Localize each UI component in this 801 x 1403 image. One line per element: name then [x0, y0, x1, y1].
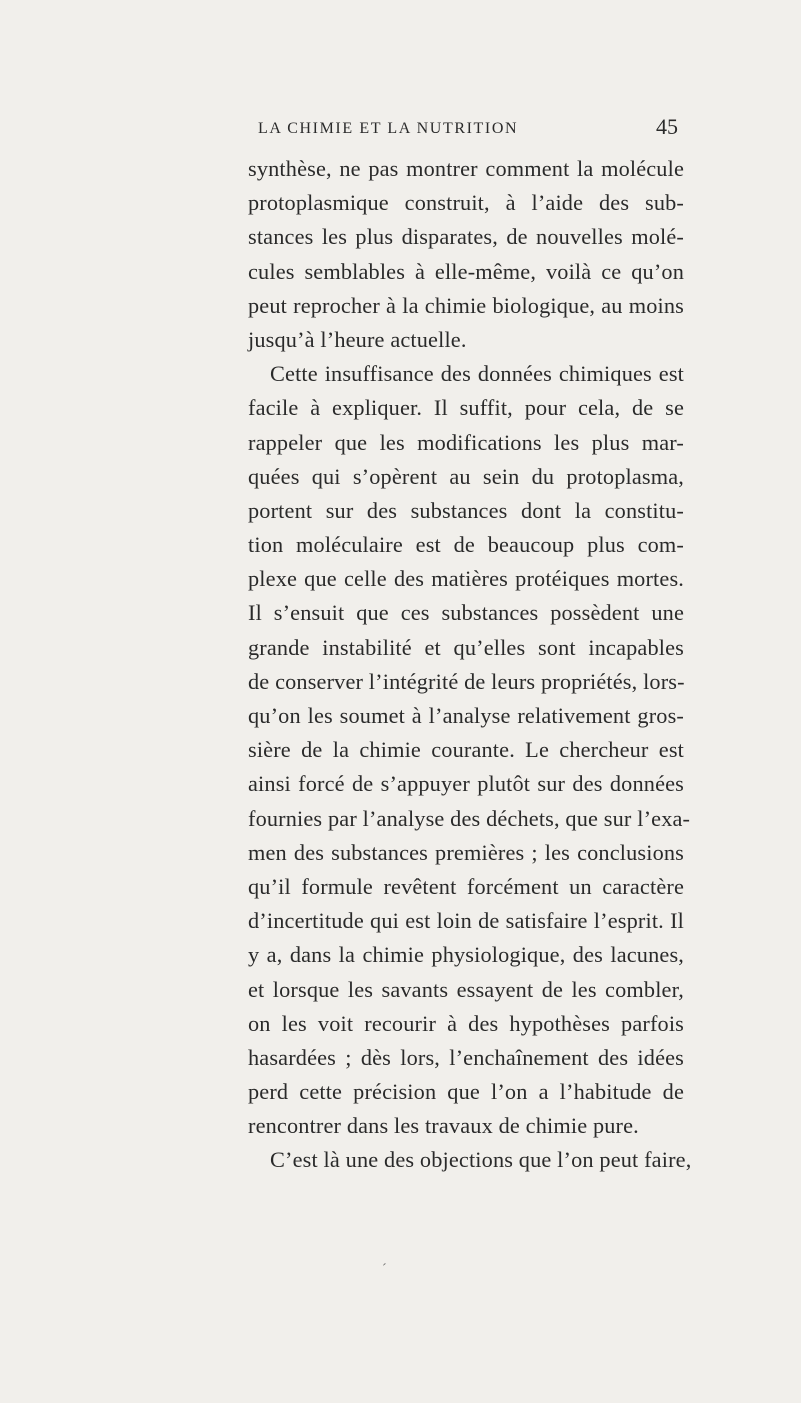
text-line: de conserver l’intégrité de leurs propriétés, lors- [248, 668, 685, 694]
text-line: jusqu’à l’heure actuelle. [248, 326, 467, 352]
text-line: facile à expliquer. Il suffit, pour cela, de se [248, 395, 684, 421]
body-text [248, 152, 692, 1178]
text-line: perd cette précision que l’on a l’habitude de [248, 1079, 684, 1105]
text-line: protoplasmique construit, à l’aide des sub- [248, 190, 684, 216]
text-line: qu’il formule revêtent forcément un caractère [248, 873, 684, 899]
text-line: qu’on les soumet à l’analyse relativement gros- [248, 703, 684, 728]
text-line: peut reprocher à la chimie biologique, au moins [248, 292, 684, 318]
text-line: rappeler que les modifications les plus mar- [248, 429, 684, 455]
text-line: quées qui s’opèrent au sein du protoplasma, [248, 463, 684, 489]
signature-mark: ´ [382, 1262, 387, 1277]
text-line: sière de la chimie courante. Le chercheur est [248, 737, 684, 763]
text-line: ainsi forcé de s’appuyer plutôt sur des données [248, 771, 684, 797]
text-line: Il s’ensuit que ces substances possèdent une [248, 600, 684, 626]
text-line: plexe que celle des matières protéiques mortes. [248, 566, 684, 592]
paragraph-start-line: Cette insuffisance des données chimiques est [270, 361, 684, 387]
running-head [258, 114, 678, 146]
text-line: grande instabilité et qu’elles sont incapables [248, 634, 684, 660]
text-line: on les voit recourir à des hypothèses parfois [248, 1010, 684, 1036]
text-line: stances les plus disparates, de nouvelles molé- [248, 224, 684, 250]
running-head-title: LA CHIMIE ET LA NUTRITION [258, 120, 519, 137]
paragraph-start-line: C’est là une des objections que l’on peut faire, [270, 1147, 692, 1173]
text-line: d’incertitude qui est loin de satisfaire l’esprit. Il [248, 908, 684, 934]
text-line: rencontrer dans les travaux de chimie pure. [248, 1113, 639, 1139]
text-line: portent sur des substances dont la constitu- [248, 497, 684, 523]
text-line: men des substances premières ; les conclusions [248, 839, 684, 865]
text-line: hasardées ; dès lors, l’enchaînement des idées [248, 1044, 684, 1070]
page-number: 45 [656, 114, 678, 139]
text-line: tion moléculaire est de beaucoup plus com- [248, 532, 684, 558]
text-line: y a, dans la chimie physiologique, des lacunes, [248, 942, 684, 968]
text-line: et lorsque les savants essayent de les combler, [248, 976, 684, 1002]
text-line: fournies par l’analyse des déchets, que sur l’exa- [248, 805, 691, 831]
text-line: synthèse, ne pas montrer comment la molécule [248, 156, 684, 181]
text-line: cules semblables à elle-même, voilà ce qu’on [248, 258, 684, 284]
